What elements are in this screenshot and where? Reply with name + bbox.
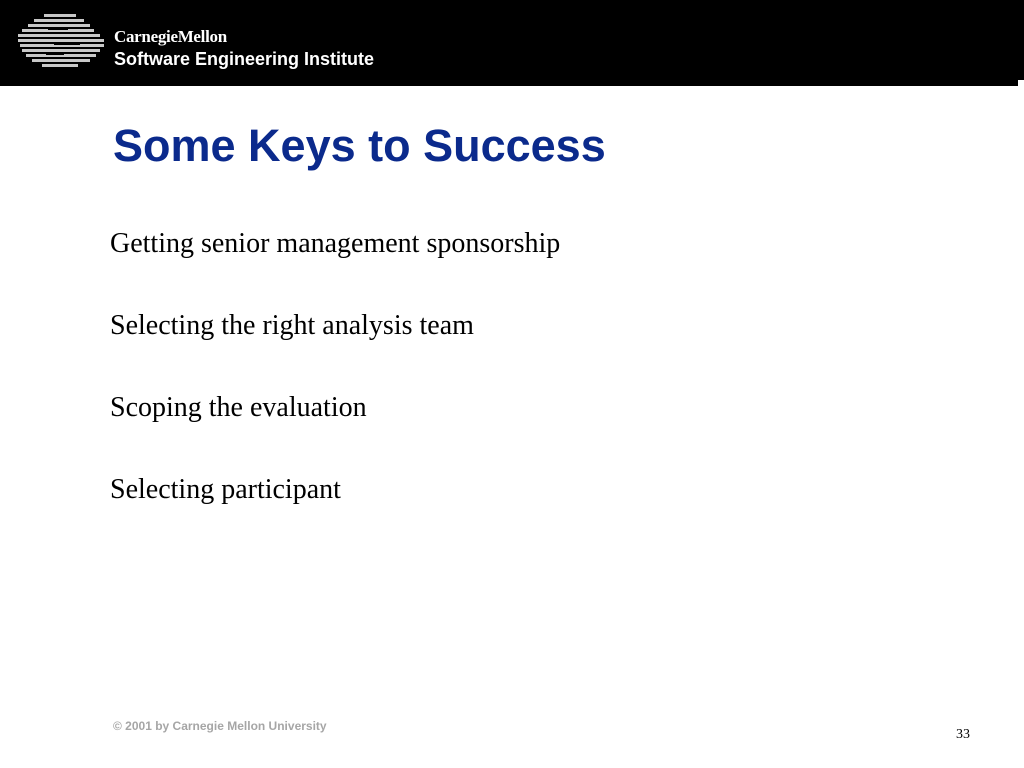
org-name: CarnegieMellon [114, 27, 227, 46]
header-bar [0, 0, 1024, 86]
slide-title: Some Keys to Success [113, 120, 606, 171]
list-item: Selecting participant [110, 474, 341, 505]
list-item: Scoping the evaluation [110, 392, 367, 423]
page-number: 33 [956, 727, 970, 742]
list-item: Getting senior management sponsorship [110, 228, 561, 259]
sei-logo-icon [18, 14, 106, 70]
institute-name: Software Engineering Institute [114, 49, 375, 69]
key-points-list [110, 226, 560, 554]
copyright-notice: © 2001 by Carnegie Mellon University [113, 719, 327, 733]
list-item: Selecting the right analysis team [110, 310, 474, 341]
header-corner-notch [1018, 80, 1024, 86]
